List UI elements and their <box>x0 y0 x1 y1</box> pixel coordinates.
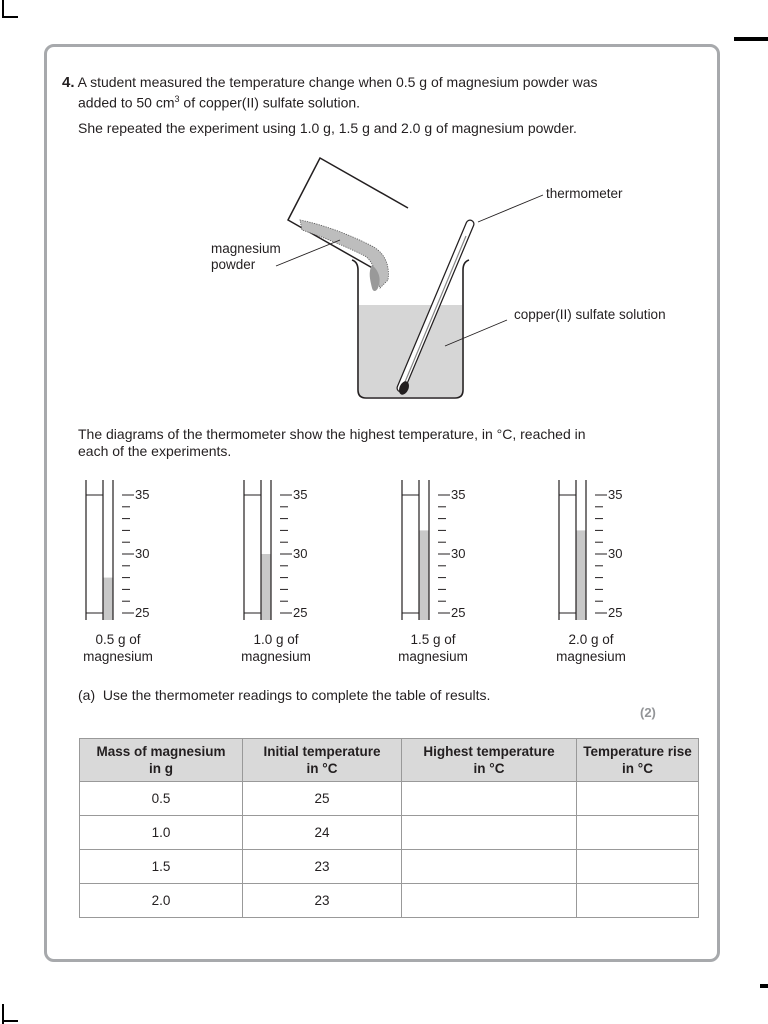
thermometer-scale-1-graphic <box>84 480 134 620</box>
label-copper-sulfate-solution: copper(II) sulfate solution <box>514 307 666 322</box>
thermometer-scale-2-graphic <box>242 480 292 620</box>
table-row <box>80 782 699 816</box>
question-intro <box>62 74 682 112</box>
caption-2-mass: 1.0 g of <box>253 632 299 647</box>
thermometer-caption-3 <box>373 631 493 665</box>
thermometer-4-label-25: 25 <box>608 605 623 620</box>
cell-highest-temp-answer[interactable] <box>402 816 577 850</box>
caption-1-mass: 0.5 g of <box>95 632 141 647</box>
caption-4-substance: magnesium <box>556 649 626 664</box>
mercury-column <box>576 530 586 620</box>
copper-sulfate-solution <box>359 305 462 397</box>
header-initial-line1: Initial temperature <box>263 744 381 759</box>
cell-highest-temp-answer[interactable] <box>402 782 577 816</box>
mercury-column <box>419 530 429 620</box>
thermometer-scale-4 <box>557 480 637 620</box>
cell-temp-rise-answer[interactable] <box>577 884 699 918</box>
cell-temp-rise-answer[interactable] <box>577 816 699 850</box>
crop-mark-bottom-right <box>760 984 768 988</box>
header-highest-temp <box>402 739 577 782</box>
question-number: 4. <box>62 74 75 91</box>
table-row <box>80 816 699 850</box>
header-mass-line2: in g <box>149 761 173 776</box>
thermometer-2-label-35: 35 <box>293 487 308 502</box>
header-temp-rise <box>577 739 699 782</box>
caption-3-mass: 1.5 g of <box>410 632 456 647</box>
part-a-text: Use the thermometer readings to complete the table of results. <box>102 687 491 703</box>
part-a-marks: (2) <box>640 705 656 720</box>
label-magnesium-line2: powder <box>211 257 256 272</box>
thermometer-scale-4-graphic <box>557 480 607 620</box>
cell-initial-temp: 23 <box>243 850 402 884</box>
beaker <box>352 260 469 398</box>
thermometer-caption-2 <box>216 631 336 665</box>
caption-4-mass: 2.0 g of <box>568 632 614 647</box>
header-initial-line2: in °C <box>306 761 338 776</box>
question-intro-line2-b: of copper(II) sulfate solution. <box>179 94 361 111</box>
thermometer-3-label-25: 25 <box>451 605 466 620</box>
cell-mass: 1.0 <box>80 816 243 850</box>
results-table <box>79 738 699 918</box>
cell-highest-temp-answer[interactable] <box>402 850 577 884</box>
table-row <box>80 850 699 884</box>
thermometer-caption-4 <box>531 631 651 665</box>
repeat-text: She repeated the experiment using 1.0 g, 1.5 g and 2.0 g of magnesium powder. <box>78 120 577 136</box>
thermometer-intro <box>78 426 586 460</box>
cell-highest-temp-answer[interactable] <box>402 884 577 918</box>
cell-mass: 0.5 <box>80 782 243 816</box>
part-a <box>78 687 490 704</box>
powder-container <box>288 158 408 270</box>
header-highest-line2: in °C <box>473 761 505 776</box>
crop-mark-top-left-h <box>2 16 18 18</box>
cell-temp-rise-answer[interactable] <box>577 782 699 816</box>
thermometer-2-label-25: 25 <box>293 605 308 620</box>
thermometer-intro-line2: each of the experiments. <box>78 443 232 459</box>
apparatus-diagram <box>200 150 700 410</box>
thermometer-1-label-30: 30 <box>135 546 150 561</box>
magnesium-powder <box>300 220 388 291</box>
header-mass-line1: Mass of magnesium <box>96 744 226 759</box>
mercury-column <box>261 554 271 620</box>
thermometer-scale-2 <box>242 480 322 620</box>
thermometer-3-label-35: 35 <box>451 487 466 502</box>
label-magnesium-line1: magnesium <box>211 241 281 256</box>
header-mass <box>80 739 243 782</box>
thermometer-2-label-30: 30 <box>293 546 308 561</box>
caption-2-substance: magnesium <box>241 649 311 664</box>
question-intro-line2-a: added to 50 cm <box>78 94 175 111</box>
leader-thermometer <box>478 195 543 222</box>
cell-mass: 2.0 <box>80 884 243 918</box>
cell-temp-rise-answer[interactable] <box>577 850 699 884</box>
label-magnesium-powder <box>211 241 281 273</box>
crop-mark-bottom-left-h <box>2 1020 18 1022</box>
thermometer-scale-1 <box>84 480 164 620</box>
thermometer-1-label-35: 35 <box>135 487 150 502</box>
header-rise-line2: in °C <box>622 761 653 776</box>
thermometer-4-label-35: 35 <box>608 487 623 502</box>
part-a-label: (a) <box>78 687 96 703</box>
header-highest-line1: Highest temperature <box>423 744 555 759</box>
cell-initial-temp: 24 <box>243 816 402 850</box>
header-rise-line1: Temperature rise <box>583 744 692 759</box>
thermometer-4-label-30: 30 <box>608 546 623 561</box>
crop-mark-top-right <box>734 37 768 41</box>
table-row <box>80 884 699 918</box>
leader-magnesium <box>276 240 340 266</box>
thermometer-scale-3-graphic <box>400 480 450 620</box>
thermometer-intro-line1: The diagrams of the thermometer show the highest temperature, in °C, reached in <box>78 426 586 442</box>
caption-1-substance: magnesium <box>83 649 153 664</box>
table-header-row <box>80 739 699 782</box>
header-initial-temp <box>243 739 402 782</box>
thermometer-3-label-30: 30 <box>451 546 466 561</box>
caption-3-substance: magnesium <box>398 649 468 664</box>
mercury-column <box>103 578 113 620</box>
thermometer-1-label-25: 25 <box>135 605 150 620</box>
thermometer-scale-3 <box>400 480 480 620</box>
cell-mass: 1.5 <box>80 850 243 884</box>
cell-initial-temp: 23 <box>243 884 402 918</box>
question-intro-line1: A student measured the temperature change when 0.5 g of magnesium powder was <box>77 74 598 90</box>
label-thermometer: thermometer <box>546 186 623 201</box>
question-intro-superscript: 3 <box>174 94 180 104</box>
cell-initial-temp: 25 <box>243 782 402 816</box>
thermometer-caption-1 <box>58 631 178 665</box>
